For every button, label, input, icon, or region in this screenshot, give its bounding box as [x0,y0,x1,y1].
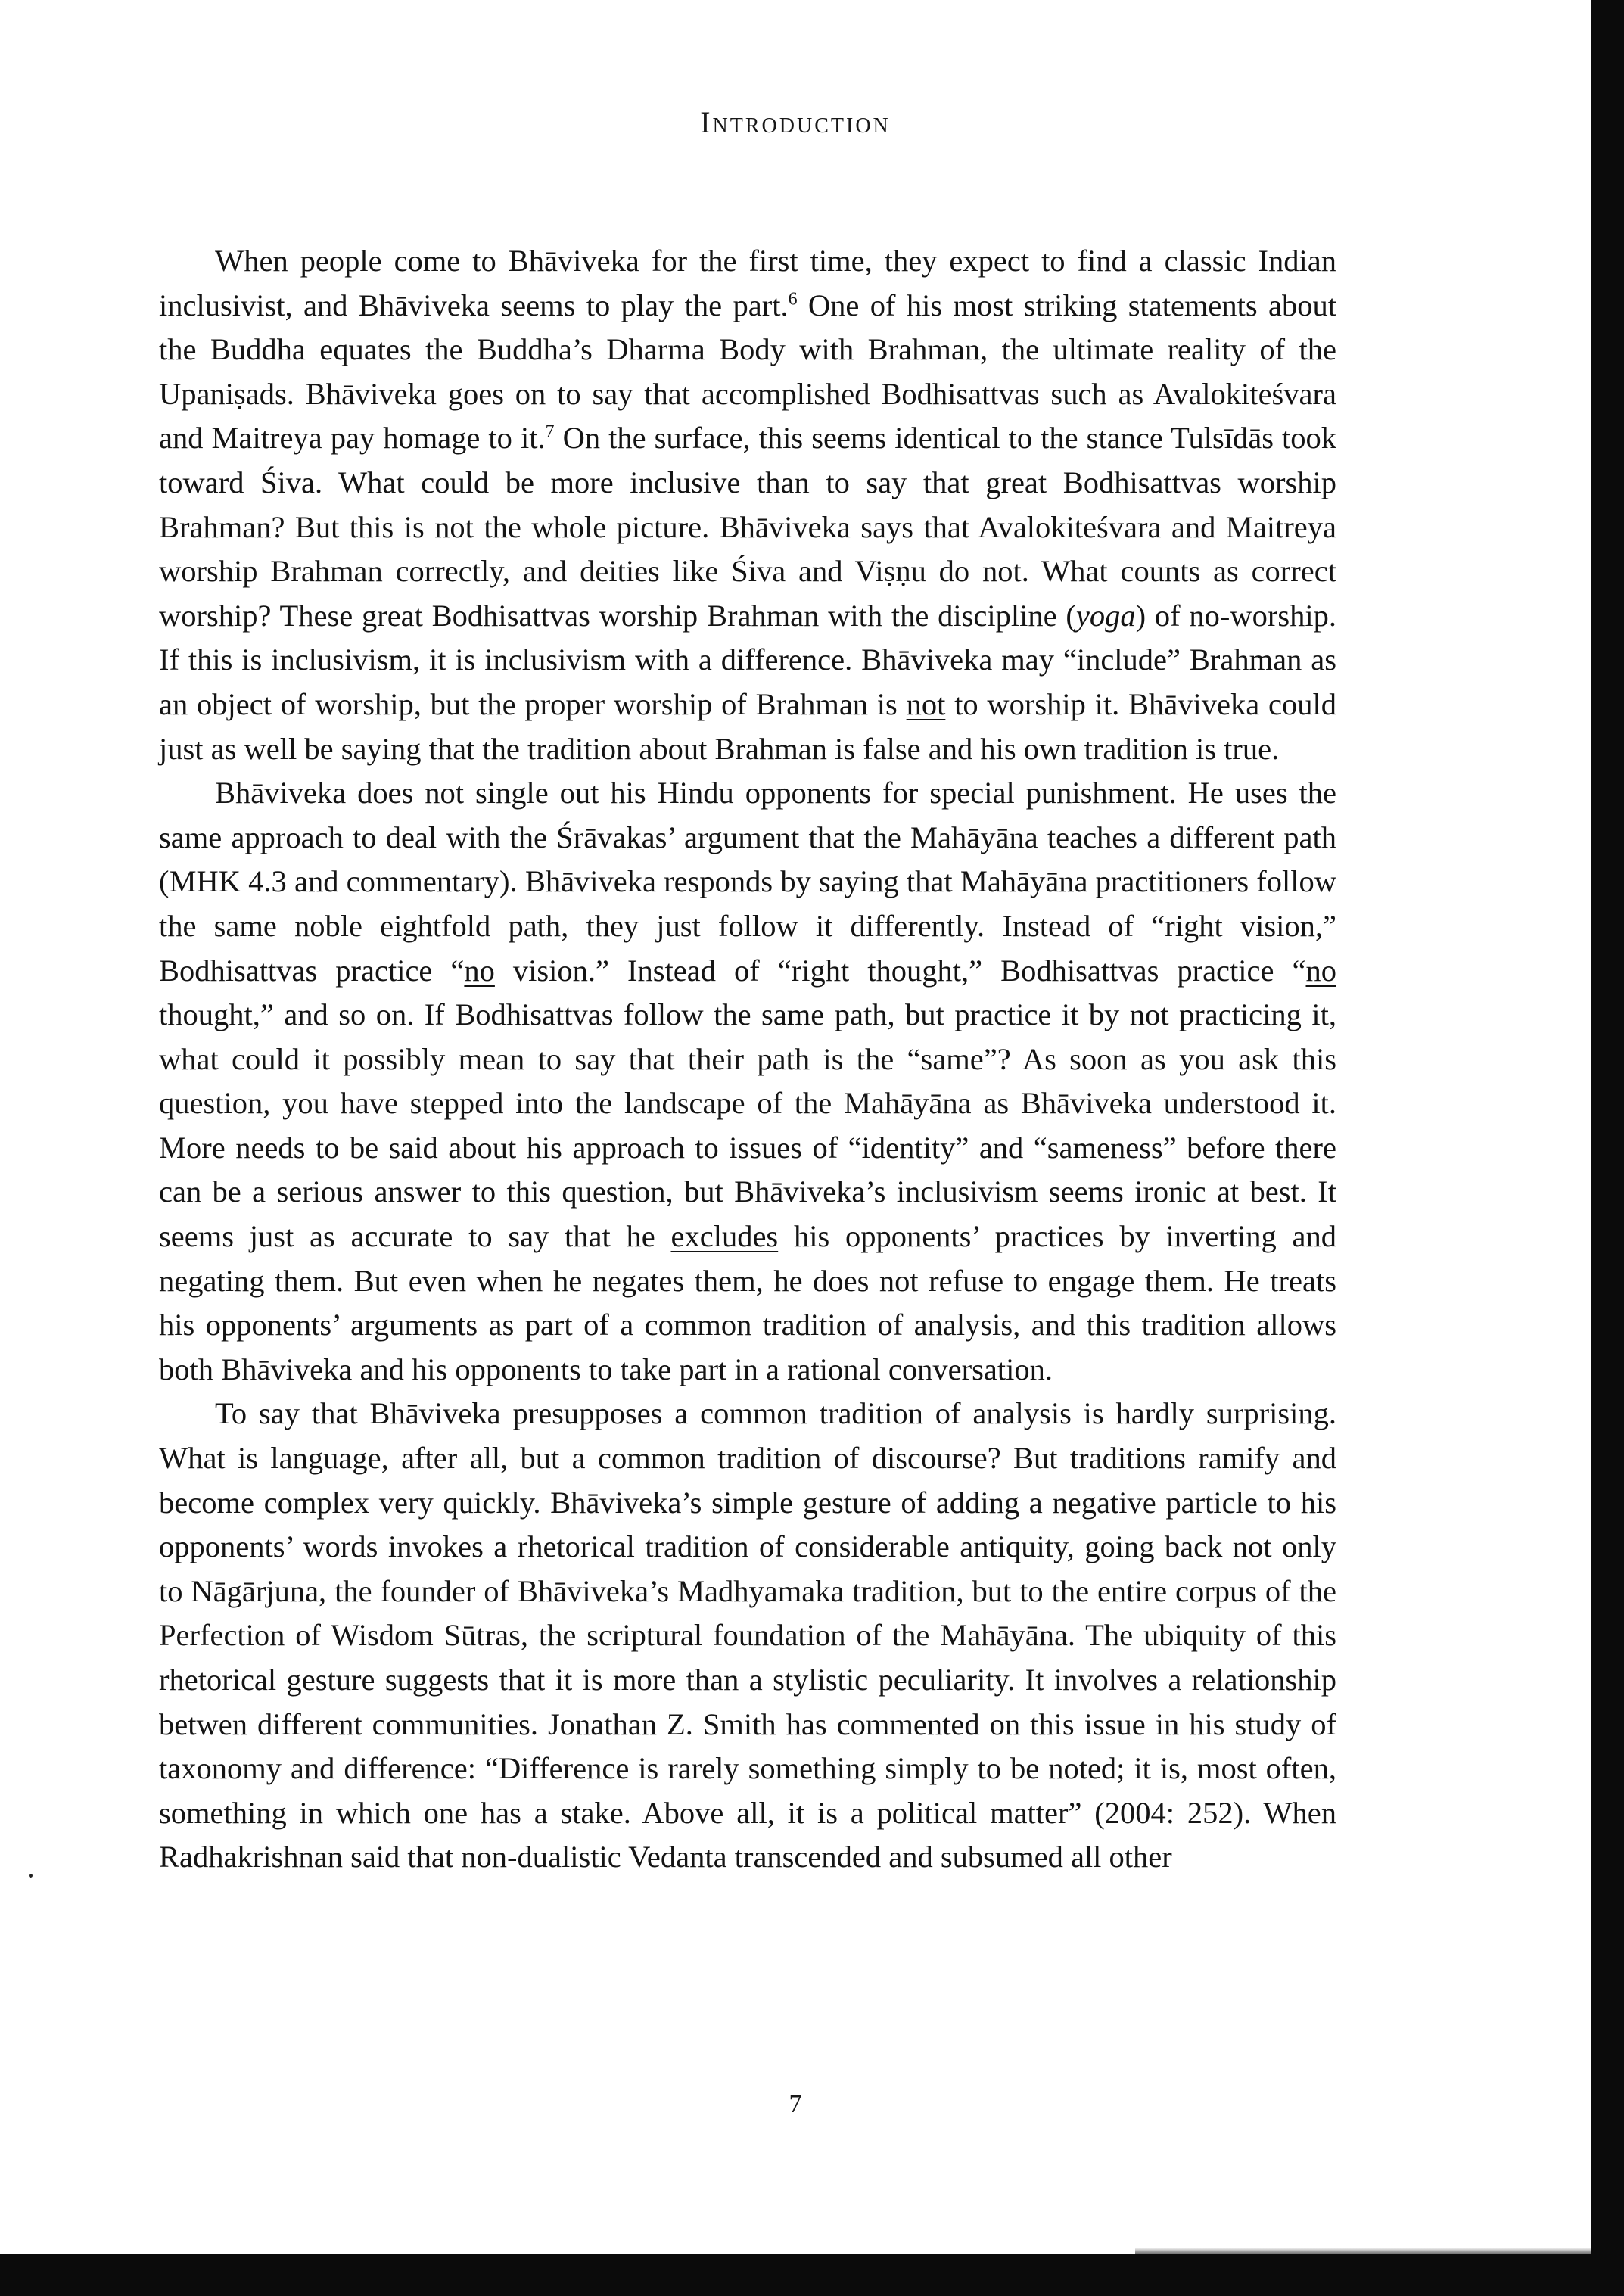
underlined-word-not: not [906,686,946,721]
underlined-word-no: no [1305,953,1336,988]
paragraph-3 [159,1392,1336,1880]
scan-edge-right [1591,0,1624,2296]
paragraph-1 [159,239,1336,771]
scan-edge-bottom [0,2254,1624,2296]
text-run: On the surface, this seems identical to the stance Tulsīdās took toward Śiva. What could be more inclusive than to say that great Bodhisattvas worship Brahman? But this is not the whole picture. Bhāviveka says that Avalokiteśvara and Maitreya worship Brahman correctly, and deities like Śiva and Viṣṇu do not. What counts as correct worship? These great Bodhisattvas worship Brahman with the discipline ( [159,421,1337,633]
body-text [159,239,1336,1880]
text-run: ) of no-worship. If this is inclusivism, it is inclusivism with a difference. Bhāviveka may “include” Brahman as an object of worship, but the proper worship of Brahman is [159,598,1336,721]
page-number: 7 [789,2090,802,2118]
scan-speck [29,1874,33,1878]
text-run: To say that Bhāviveka presupposes a common tradition of analysis is hardly surprising. What is language, after all, but a common tradition of discourse? But traditions ramify and become complex very quickly. Bhāviveka’s simple gesture of adding a negative particle to his opponents’ words invokes a rhetorical tradition of considerable antiquity, going back not only to Nāgārjuna, the founder of Bhāviveka’s Madhyamaka tradition, but to the entire corpus of the Perfection of Wisdom Sūtras, the scriptural foundation of the Mahāyāna. The ubiquity of this rhetorical gesture suggests that it is more than a stylistic peculiarity. It involves a relationship betwen different communities. Jonathan Z. Smith has commented on this issue in his study of taxonomy and difference: “Difference is rarely something simply to be noted; it is, most often, something in which one has a stake. Above all, it is a political matter” (2004: 252). When Radhakrishnan said that non-dualistic Vedanta transcended and subsumed all other [159,1396,1336,1874]
footnote-ref-6[interactable]: 6 [788,289,798,310]
underlined-word-excludes: excludes [670,1219,779,1254]
text-run: thought,” and so on. If Bodhisattvas follow the same path, but practice it by not practicing it, what could it possibly mean to say that their path is the “same”? As soon as you ask this question, you have stepped into the landscape of the Mahāyāna as Bhāviveka understood it. More needs to be said about his approach to issues of “identity” and “sameness” before there can be a serious answer to this question, but Bhāviveka’s inclusivism seems ironic at best. It seems just as accurate to say that he [159,997,1336,1254]
footnote-ref-7[interactable]: 7 [545,422,555,442]
italic-term-yoga: yoga [1075,598,1136,633]
text-run: vision.” Instead of “right thought,” Bodhisattvas practice “ [494,953,1306,988]
underlined-word-no: no [464,953,495,988]
running-head: Introduction [700,105,891,139]
text-run: his opponents’ practices by inverting and negating them. But even when he negates them, he does not refuse to engage them. He treats his opponents’ arguments as part of a common tradition of analysis, and this tradition allows both Bhāviveka and his opponents to take part in a rational conversation. [159,1219,1336,1386]
paragraph-2 [159,771,1336,1392]
scan-edge-shadow [1135,2248,1591,2254]
text-run: to worship it. Bhāviveka could just as well be saying that the tradition about Brahman is false and his own tradition is true. [159,686,1336,766]
text-run: Bhāviveka does not single out his Hindu opponents for special punishment. He uses the same approach to deal with the Śrāvakas’ argument that the Mahāyāna teaches a different path (MHK 4.3 and commentary). Bhāviveka responds by saying that Mahāyāna practitioners follow the same noble eightfold path, they just follow it differently. Instead of “right vision,” Bodhisattvas practice “ [159,776,1336,988]
text-run: One of his most striking statements about the Buddha equates the Buddha’s Dharma Body with Brahman, the ultimate reality of the Upaniṣads. Bhāviveka goes on to say that accomplished Bodhisattvas such as Avalokiteśvara and Maitreya pay homage to it. [159,288,1337,456]
text-run: When people come to Bhāviveka for the first time, they expect to find a classic Indian inclusivist, and Bhāviveka seems to play the part. [159,244,1336,322]
